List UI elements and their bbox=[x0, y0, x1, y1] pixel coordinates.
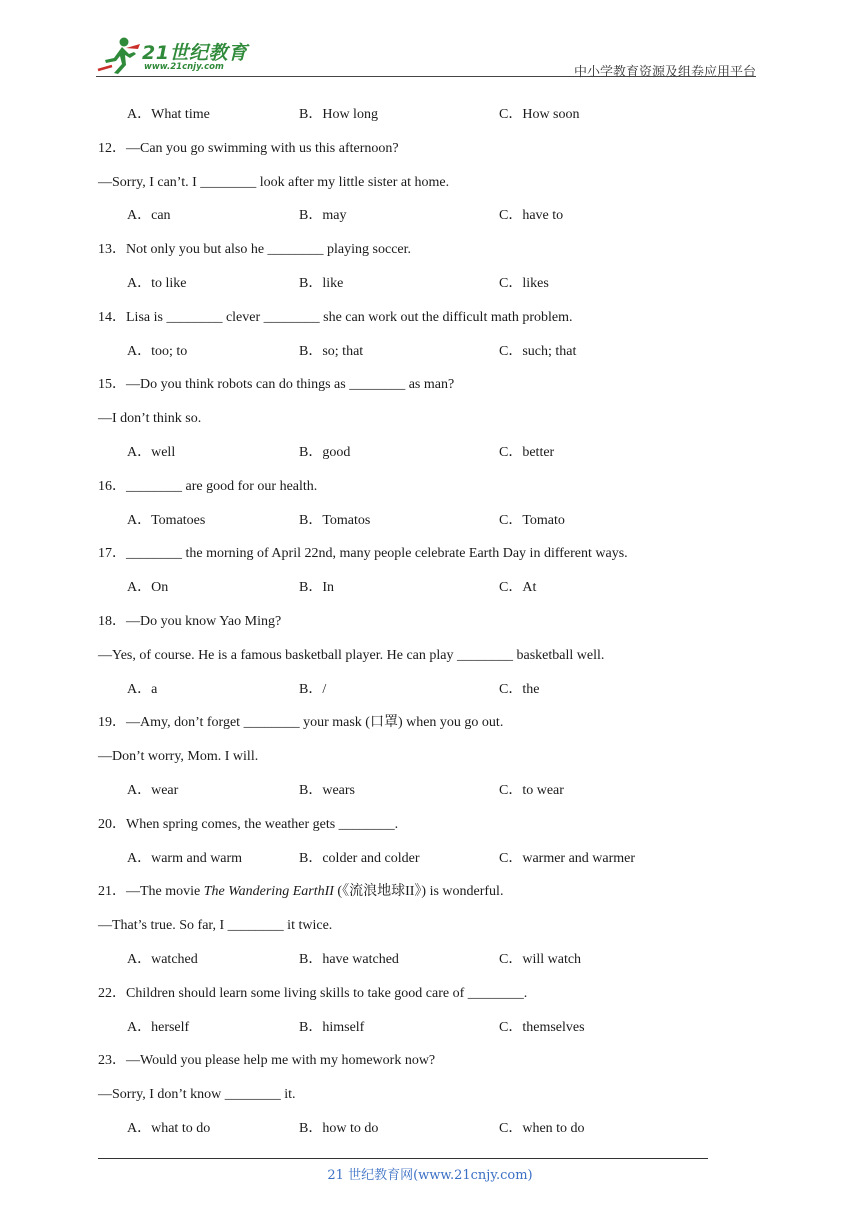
option-a: A．herself bbox=[127, 1019, 190, 1035]
option-a: A．a bbox=[127, 681, 158, 697]
option-a: A．warm and warm bbox=[127, 850, 243, 866]
option-b: B．good bbox=[299, 444, 351, 460]
option-c: C．will watch bbox=[499, 951, 582, 967]
question-text: 20．When spring comes, the weather gets ________. bbox=[98, 816, 399, 832]
question-text: 13．Not only you but also he ________ playing soccer. bbox=[98, 242, 412, 258]
options-row bbox=[98, 1118, 738, 1152]
question-text: —Sorry, I can’t. I ________ look after my little sister at home. bbox=[98, 174, 450, 190]
option-c: C．better bbox=[499, 444, 555, 460]
option-b: B．like bbox=[299, 275, 344, 291]
option-b: B．/ bbox=[299, 681, 327, 697]
option-b: B．so; that bbox=[299, 343, 364, 359]
option-a: A．wear bbox=[127, 782, 179, 798]
question-text: 18．—Do you know Yao Ming? bbox=[98, 613, 282, 629]
question-text-part: 21．—The movie bbox=[98, 884, 204, 900]
question-text bbox=[98, 881, 738, 915]
options-row bbox=[98, 679, 738, 713]
question-text: 14．Lisa is ________ clever ________ she can work out the difficult math problem. bbox=[98, 309, 573, 325]
option-b: B．wears bbox=[299, 782, 355, 798]
footer-text: 21 世纪教育网(www.21cnjy.com) bbox=[327, 1168, 533, 1183]
option-b: B．how to do bbox=[299, 1120, 379, 1136]
question-list bbox=[98, 104, 738, 1152]
option-b: B．himself bbox=[299, 1019, 365, 1035]
option-c: C．At bbox=[499, 580, 537, 596]
option-c: C．such; that bbox=[499, 343, 577, 359]
logo-text: 21世纪教育 bbox=[142, 42, 248, 64]
option-c: C．have to bbox=[499, 208, 564, 224]
question-text: —I don’t think so. bbox=[98, 411, 202, 427]
question-text: 15．—Do you think robots can do things as ________ as man? bbox=[98, 377, 455, 393]
option-a: A．Tomatoes bbox=[127, 512, 206, 528]
question-text: —Don’t worry, Mom. I will. bbox=[98, 749, 259, 765]
options-row bbox=[98, 273, 738, 307]
question-text: 12．—Can you go swimming with us this afternoon? bbox=[98, 140, 399, 156]
options-row bbox=[98, 205, 738, 239]
option-a: A．to like bbox=[127, 275, 187, 291]
page-header bbox=[96, 30, 756, 78]
header-divider bbox=[96, 76, 756, 77]
question-text-part: (《流浪地球II》) is wonderful. bbox=[333, 884, 504, 900]
option-a: A．watched bbox=[127, 951, 198, 967]
options-row bbox=[98, 949, 738, 983]
question-text: 23．—Would you please help me with my homework now? bbox=[98, 1053, 436, 1069]
option-a: A．too; to bbox=[127, 343, 188, 359]
option-c: C．to wear bbox=[499, 782, 564, 798]
option-c: C．likes bbox=[499, 275, 549, 291]
option-c: C．the bbox=[499, 681, 540, 697]
option-a: A．On bbox=[127, 580, 169, 596]
question-text: —That’s true. So far, I ________ it twice. bbox=[98, 918, 333, 934]
option-c: C．How soon bbox=[499, 107, 580, 122]
question-text: —Sorry, I don’t know ________ it. bbox=[98, 1087, 296, 1103]
option-b: B．How long bbox=[299, 107, 378, 122]
logo bbox=[96, 36, 266, 78]
runner-logo-icon bbox=[96, 36, 144, 76]
logo-url: www.21cnjy.com bbox=[144, 62, 224, 72]
option-b: B．colder and colder bbox=[299, 850, 420, 866]
question-text: 17．________ the morning of April 22nd, many people celebrate Earth Day in different ways. bbox=[98, 546, 628, 562]
question-text: 19．—Amy, don’t forget ________ your mask (口罩) when you go out. bbox=[98, 715, 504, 731]
option-b: B．have watched bbox=[299, 951, 399, 967]
option-b: B．Tomatos bbox=[299, 512, 371, 528]
options-row bbox=[98, 104, 738, 138]
option-c: C．when to do bbox=[499, 1120, 585, 1136]
options-row bbox=[98, 341, 738, 375]
option-c: C．Tomato bbox=[499, 512, 565, 528]
option-c: C．warmer and warmer bbox=[499, 850, 636, 866]
movie-title: The Wandering EarthII bbox=[203, 884, 334, 900]
question-text: —Yes, of course. He is a famous basketball player. He can play ________ basketball well. bbox=[98, 647, 605, 663]
option-b: B．In bbox=[299, 580, 334, 596]
header-platform-title: 中小学教育资源及组卷应用平台 bbox=[573, 65, 756, 80]
options-row bbox=[98, 1017, 738, 1051]
options-row bbox=[98, 780, 738, 814]
options-row bbox=[98, 577, 738, 611]
option-a: A．What time bbox=[127, 107, 210, 122]
options-row bbox=[98, 442, 738, 476]
option-b: B．may bbox=[299, 208, 347, 224]
option-a: A．well bbox=[127, 444, 176, 460]
question-text: 16．________ are good for our health. bbox=[98, 478, 318, 494]
option-a: A．what to do bbox=[127, 1120, 211, 1136]
option-a: A．can bbox=[127, 208, 171, 224]
question-text: 22．Children should learn some living skills to take good care of ________. bbox=[98, 985, 528, 1001]
options-row bbox=[98, 510, 738, 544]
options-row bbox=[98, 848, 738, 882]
option-c: C．themselves bbox=[499, 1019, 585, 1035]
footer-divider bbox=[98, 1158, 708, 1159]
